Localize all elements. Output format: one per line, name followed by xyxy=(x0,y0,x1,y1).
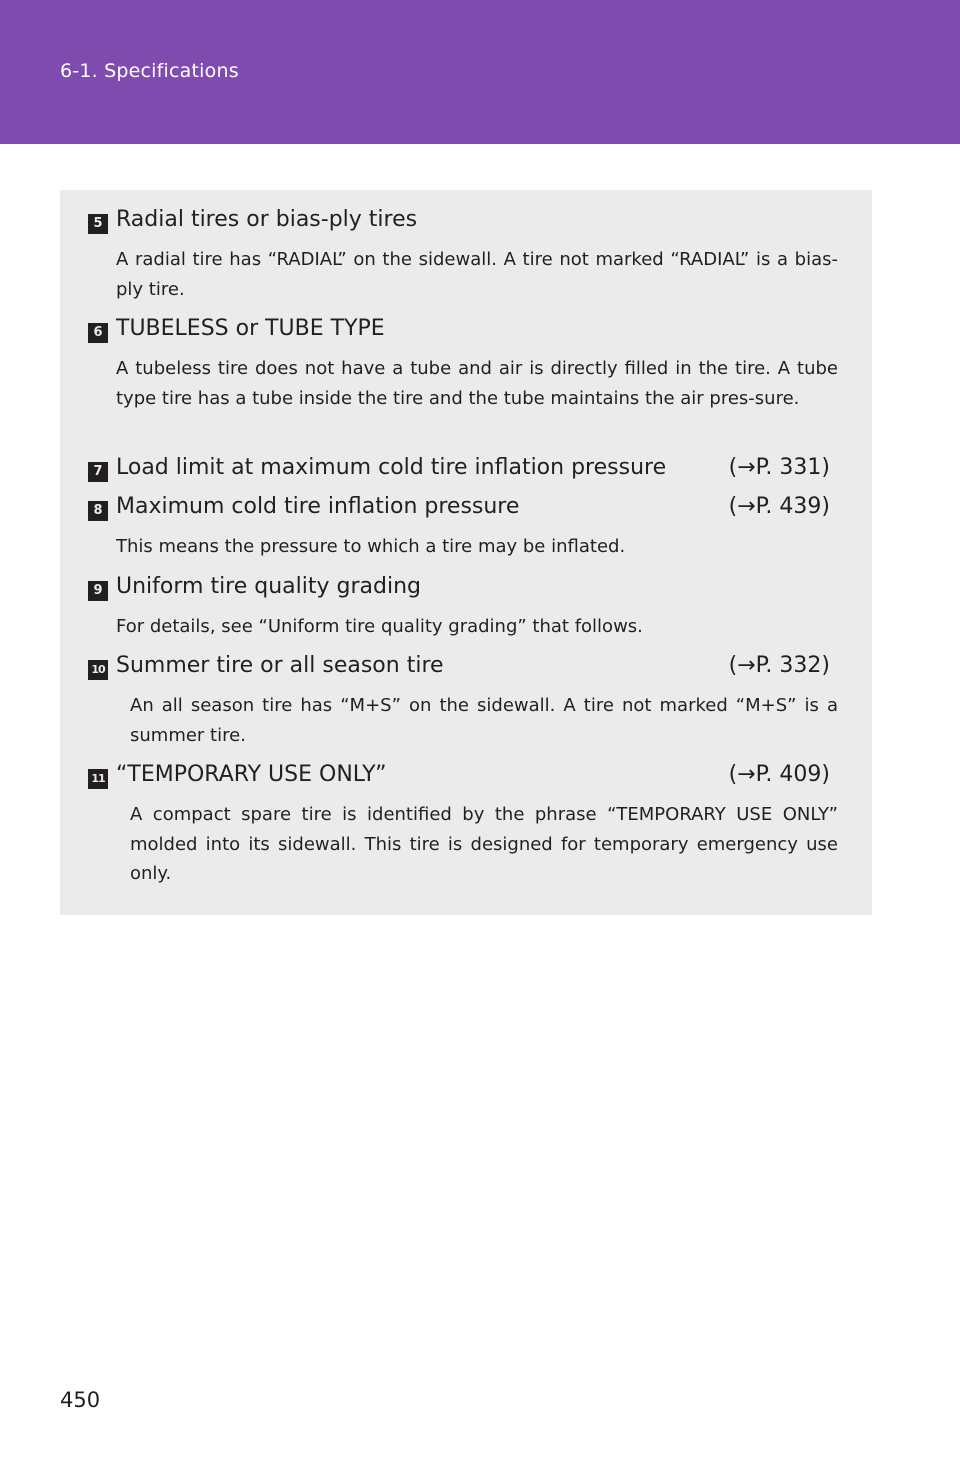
item-description: A compact spare tire is identified by the phrase “TEMPORARY USE ONLY” molded into its sidewall. This tire is designed for temporary emergency use only. xyxy=(130,804,838,884)
item-number-badge: 9 xyxy=(88,581,108,601)
item-number-badge: 5 xyxy=(88,214,108,234)
section-title: 6-1. Specifications xyxy=(60,60,239,82)
item-number-badge: 11 xyxy=(88,769,108,789)
item-title: Radial tires or bias-ply tires xyxy=(116,207,418,232)
item-description: For details, see “Uniform tire quality grading” that follows. xyxy=(116,616,643,637)
header-bar xyxy=(0,0,960,144)
item-number-badge: 7 xyxy=(88,462,108,482)
item-title: Maximum cold tire inflation pressure xyxy=(116,494,520,519)
page-reference: (→P. 332) xyxy=(728,653,830,678)
page-reference: (→P. 439) xyxy=(728,494,830,519)
item-title: Summer tire or all season tire xyxy=(116,653,444,678)
item-description: An all season tire has “M+S” on the sidewall. A tire not marked “M+S” is a summer tire. xyxy=(130,695,838,746)
page-number: 450 xyxy=(60,1388,101,1412)
page-reference: (→P. 331) xyxy=(728,455,830,480)
item-description: This means the pressure to which a tire may be inflated. xyxy=(116,536,626,557)
item-description: A radial tire has “RADIAL” on the sidewall. A tire not marked “RADIAL” is a bias-ply tire. xyxy=(116,249,838,300)
item-title: “TEMPORARY USE ONLY” xyxy=(116,762,387,787)
item-title: Load limit at maximum cold tire inflation pressure xyxy=(116,455,667,480)
item-number-badge: 10 xyxy=(88,660,108,680)
item-number-badge: 6 xyxy=(88,323,108,343)
item-title: TUBELESS or TUBE TYPE xyxy=(116,316,385,341)
page-reference: (→P. 409) xyxy=(728,762,830,787)
item-number-badge: 8 xyxy=(88,501,108,521)
item-description: A tubeless tire does not have a tube and air is directly filled in the tire. A tube type tire has a tube inside the tire and the tube maintains the air pres-sure. xyxy=(116,358,838,409)
item-title: Uniform tire quality grading xyxy=(116,574,422,599)
